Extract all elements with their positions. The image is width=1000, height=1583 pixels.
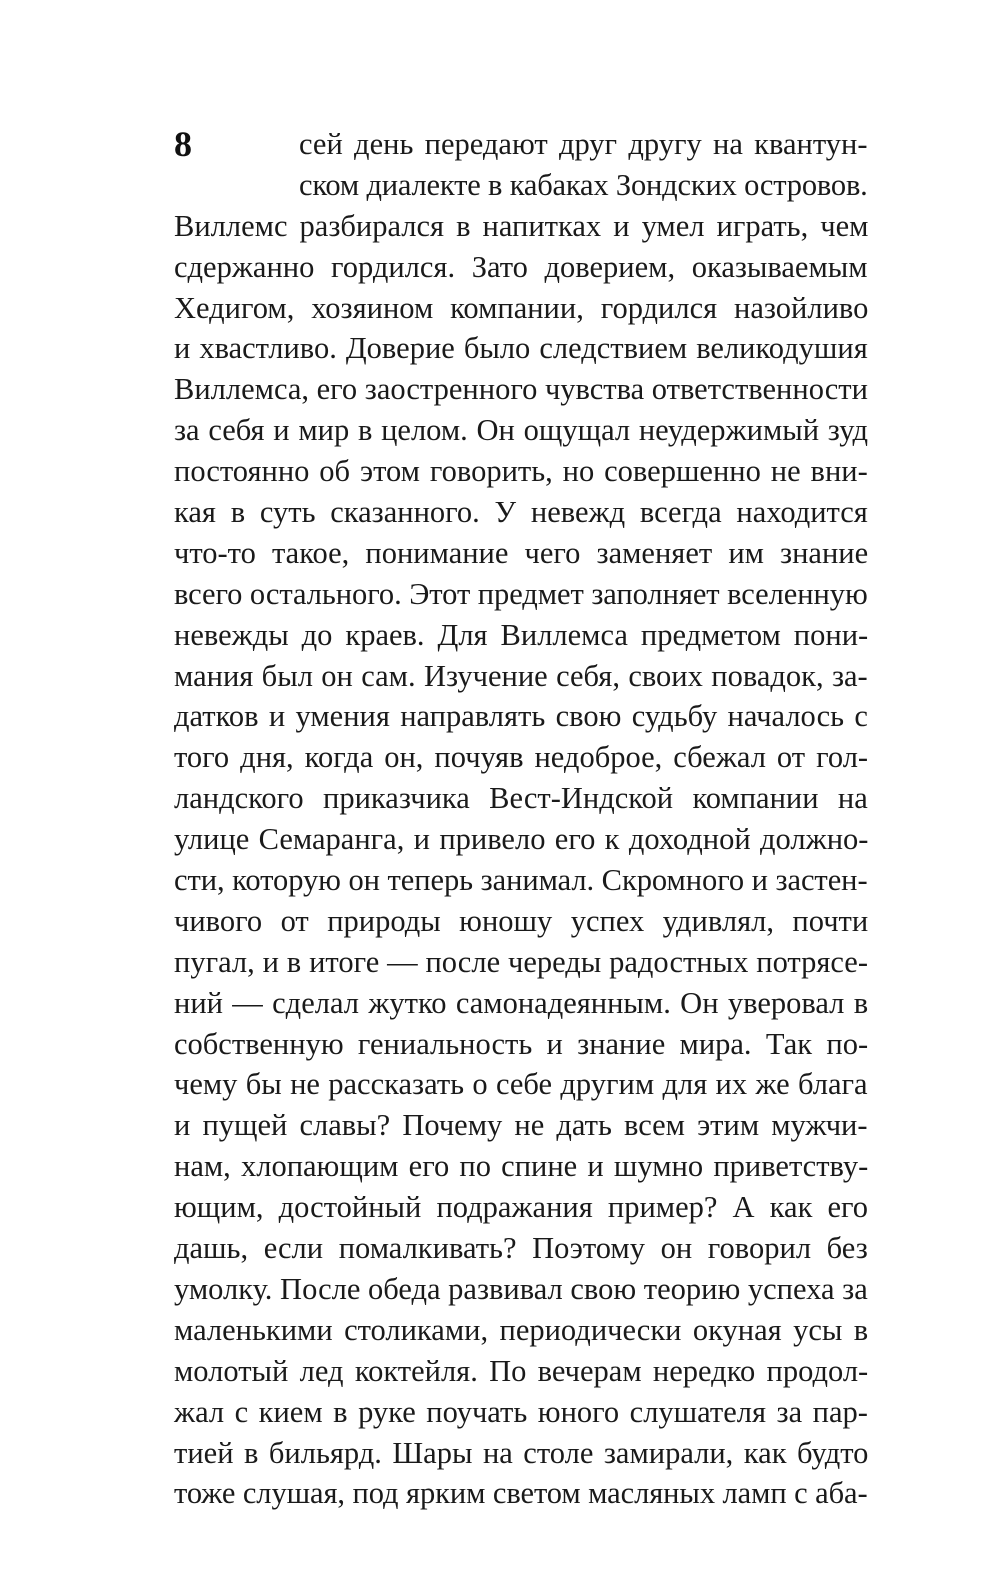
text-line: всего остального. Этот предмет заполняет вселенную <box>174 576 868 611</box>
text-line: ний — сделал жутко самонадеянным. Он уверовал в <box>174 985 869 1020</box>
text-line: сти, которую он теперь занимал. Скромного и застен- <box>174 863 868 898</box>
text-line: кая в суть сказанного. У невежд всегда находится <box>174 495 868 530</box>
text-line: ландского приказчика Вест-Индской компании на <box>174 781 868 816</box>
body-text <box>174 124 868 1514</box>
text-line: за себя и мир в целом. Он ощущал неудержимый зуд <box>174 413 869 448</box>
text-line: собственную гениальность и знание мира. Так по- <box>174 1026 869 1061</box>
text-line: мания был он сам. Изучение себя, своих повадок, за- <box>174 658 868 693</box>
text-line: датков и умения направлять свою судьбу началось с <box>174 699 868 734</box>
text-line: постоянно об этом говорить, но совершенно не вни- <box>174 454 868 489</box>
text-line: пугал, и в итоге — после череды радостных потрясе- <box>174 944 868 979</box>
text-line: сдержанно гордился. Зато доверием, оказываемым <box>174 249 868 284</box>
text-line: ском диалекте в кабаках Зондских островов. <box>299 167 868 202</box>
text-line: тией в бильярд. Шары на столе замирали, как будто <box>174 1435 869 1470</box>
text-line: умолку. После обеда развивал свою теорию успеха за <box>174 1271 868 1306</box>
text-line: невежды до краев. Для Виллемса предметом пони- <box>174 617 869 652</box>
text-line: нам, хлопающим его по спине и шумно приветству- <box>174 1149 869 1184</box>
text-line: маленькими столиками, периодически окуная усы в <box>174 1312 869 1347</box>
text-line: тоже слушая, под ярким светом масляных ламп с аба- <box>174 1476 868 1511</box>
text-line: и хвастливо. Доверие было следствием великодушия <box>174 331 868 366</box>
text-line: дашь, если помалкивать? Поэтому он говорил без <box>174 1231 868 1266</box>
text-line: ющим, достойный подражания пример? А как его <box>174 1190 869 1225</box>
text-line: сей день передают друг другу на квантун- <box>299 127 868 161</box>
text-line: Хедигом, хозяином компании, гордился назойливо <box>174 290 869 325</box>
text-line: Виллемса, его заостренного чувства ответственности <box>174 372 868 407</box>
text-line: улице Семаранга, и привело его к доходной должно- <box>174 822 869 857</box>
text-line: и пущей славы? Почему не дать всем этим мужчи- <box>174 1108 868 1143</box>
text-line: чивого от природы юношу успех удивлял, почти <box>174 903 869 938</box>
text-line: того дня, когда он, почуяв недоброе, сбежал от гол- <box>174 740 869 775</box>
text-line: чему бы не рассказать о себе другим для их же блага <box>174 1067 868 1102</box>
page-number: 8 <box>174 124 192 164</box>
text-line: жал с кием в руке поучать юного слушателя за пар- <box>174 1394 868 1429</box>
text-line: Виллемс разбирался в напитках и умел играть, чем <box>174 208 869 243</box>
text-line: что-то такое, понимание чего заменяет им знание <box>174 535 869 570</box>
text-line: молотый лед коктейля. По вечерам нередко продол- <box>174 1353 869 1388</box>
